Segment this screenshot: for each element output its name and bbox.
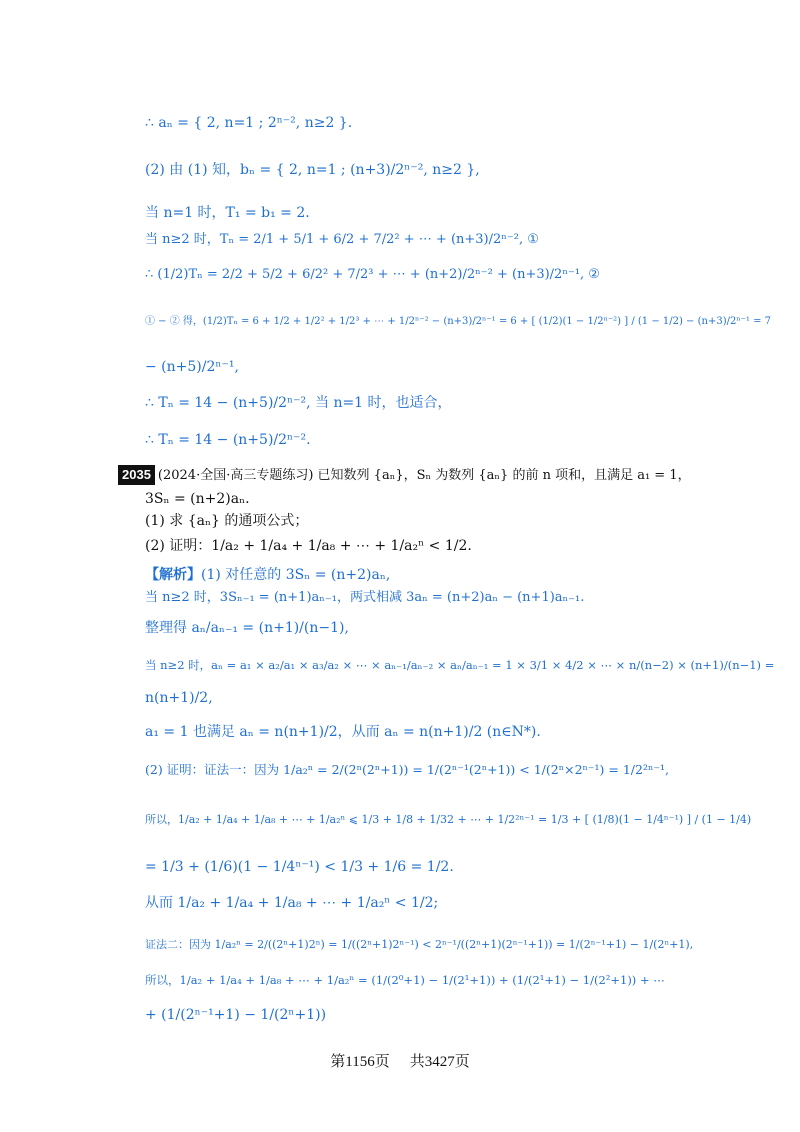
analysis-line-8: 所以，1/a₂ + 1/a₄ + 1/a₈ + ⋯ + 1/a₂ⁿ ⩽ 1/3 + 1/8 + 1/32 + ⋯ + 1/2²ⁿ⁻¹ = 1/3 + [ (1/8)(1 − 1/4ⁿ⁻¹) ] / (1 − 1/4) <box>145 813 752 826</box>
analysis-line-10: 从而 1/a₂ + 1/a₄ + 1/a₈ + ⋯ + 1/a₂ⁿ < 1/2; <box>145 895 439 911</box>
page-footer <box>0 1050 800 1071</box>
solution-line-9: ∴ Tₙ = 14 − (n+5)/2ⁿ⁻². <box>145 432 311 448</box>
analysis-line-2: 当 n≥2 时，3Sₙ₋₁ = (n+1)aₙ₋₁，两式相减 3aₙ = (n+2)aₙ − (n+1)aₙ₋₁. <box>145 590 585 605</box>
analysis-line-5: n(n+1)/2, <box>145 690 213 706</box>
question-1: (1) 求 {aₙ} 的通项公式； <box>145 513 309 529</box>
page-total: 共3427页 <box>409 1054 470 1070</box>
problem-line-1: (2024·全国·高三专题练习) 已知数列 {aₙ}，Sₙ 为数列 {aₙ} 的前 n 项和，且满足 a₁ = 1， <box>157 468 691 483</box>
analysis-line-12: 所以，1/a₂ + 1/a₄ + 1/a₈ + ⋯ + 1/a₂ⁿ = (1/(2⁰+1) − 1/(2¹+1)) + (1/(2¹+1) − 1/(2²+1)) + ⋯ <box>145 973 665 987</box>
analysis-line-11: 证法二：因为 1/a₂ⁿ = 2/((2ⁿ+1)2ⁿ) = 1/((2ⁿ+1)2ⁿ⁻¹) < 2ⁿ⁻¹/((2ⁿ+1)(2ⁿ⁻¹+1)) = 1/(2ⁿ⁻¹+1) − 1/(2ⁿ+1), <box>145 938 694 951</box>
solution-line-6: ① − ② 得，(1/2)Tₙ = 6 + 1/2 + 1/2² + 1/2³ + ⋯ + 1/2ⁿ⁻² − (n+3)/2ⁿ⁻¹ = 6 + [ (1/2)(1 − 1/2ⁿ⁻²) ] / (1 − 1/2) − (n+3)/2ⁿ⁻¹ = 7 <box>145 316 772 327</box>
problem-header <box>118 465 691 486</box>
analysis-line-9: = 1/3 + (1/6)(1 − 1/4ⁿ⁻¹) < 1/3 + 1/6 = 1/2. <box>145 859 454 875</box>
analysis-line-3: 整理得 aₙ/aₙ₋₁ = (n+1)/(n−1), <box>145 620 349 636</box>
analysis-line-6: a₁ = 1 也满足 aₙ = n(n+1)/2，从而 aₙ = n(n+1)/2 (n∈N*). <box>145 724 541 740</box>
analysis-text-1: (1) 对任意的 3Sₙ = (n+2)aₙ, <box>201 567 391 583</box>
problem-line-2: 3Sₙ = (n+2)aₙ. <box>145 491 250 507</box>
analysis-line-13: + (1/(2ⁿ⁻¹+1) − 1/(2ⁿ+1)) <box>145 1007 327 1023</box>
solution-line-3: 当 n=1 时，T₁ = b₁ = 2. <box>145 205 310 221</box>
analysis-line-7: (2) 证明：证法一：因为 1/a₂ⁿ = 2/(2ⁿ(2ⁿ+1)) = 1/(2ⁿ⁻¹(2ⁿ+1)) < 1/(2ⁿ×2ⁿ⁻¹) = 1/2²ⁿ⁻¹, <box>145 762 669 777</box>
analysis-line-4: 当 n≥2 时，aₙ = a₁ × a₂/a₁ × a₃/a₂ × ⋯ × aₙ₋₁/aₙ₋₂ × aₙ/aₙ₋₁ = 1 × 3/1 × 4/2 × ⋯ × n/(n−2) × (n+1)/(n−1) = <box>145 658 775 672</box>
solution-line-7: − (n+5)/2ⁿ⁻¹, <box>145 359 239 375</box>
solution-line-5: ∴ (1/2)Tₙ = 2/2 + 5/2 + 6/2² + 7/2³ + ⋯ + (n+2)/2ⁿ⁻² + (n+3)/2ⁿ⁻¹, ② <box>145 267 600 282</box>
analysis-tag: 【解析】 <box>145 567 201 583</box>
problem-number-badge: 2035 <box>118 465 155 485</box>
solution-line-8: ∴ Tₙ = 14 − (n+5)/2ⁿ⁻², 当 n=1 时，也适合， <box>145 395 452 411</box>
solution-line-1: ∴ aₙ = { 2, n=1 ; 2ⁿ⁻², n≥2 }. <box>145 115 353 131</box>
analysis-line-1 <box>145 565 390 585</box>
question-2: (2) 证明：1/a₂ + 1/a₄ + 1/a₈ + ⋯ + 1/a₂ⁿ < 1/2. <box>145 538 472 554</box>
solution-line-4: 当 n≥2 时，Tₙ = 2/1 + 5/1 + 6/2 + 7/2² + ⋯ + (n+3)/2ⁿ⁻², ① <box>145 232 539 247</box>
page-number: 第1156页 <box>330 1054 390 1070</box>
solution-line-2: (2) 由 (1) 知，bₙ = { 2, n=1 ; (n+3)/2ⁿ⁻², n≥2 }, <box>145 162 480 178</box>
